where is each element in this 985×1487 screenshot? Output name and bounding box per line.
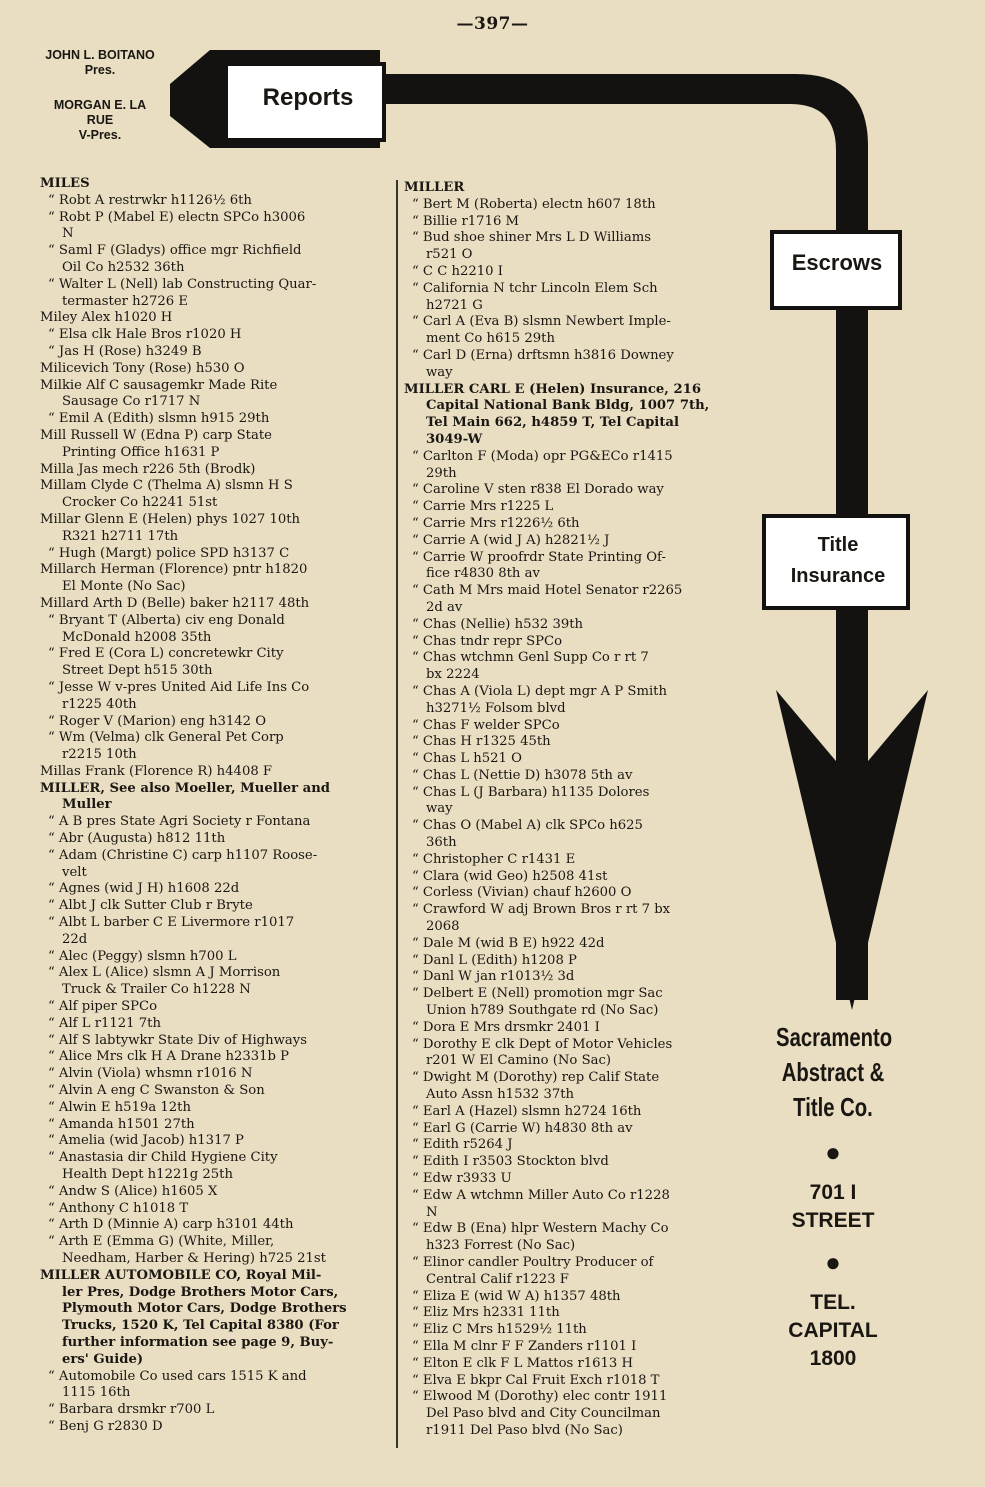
entry-continuation-line: ment Co h615 29th — [426, 331, 555, 347]
directory-entry — [40, 1083, 386, 1100]
directory-entry — [404, 1289, 756, 1306]
directory-entry — [404, 281, 756, 315]
entry-line: “ Chas A (Viola L) dept mgr A P Smith — [412, 683, 667, 699]
entry-line: “ Danl W jan r1013½ 3d — [412, 969, 575, 985]
entry-line: “ Edw B (Ena) hlpr Western Machy Co — [412, 1221, 669, 1237]
directory-entry — [40, 562, 386, 596]
entry-line: “ Alvin A eng C Swanston & Son — [48, 1083, 265, 1099]
directory-entry — [404, 499, 756, 516]
entry-line: Milla Jas mech r226 5th (Brodk) — [40, 461, 256, 477]
bullet-icon: ● — [825, 1137, 841, 1167]
entry-line: “ Chas L (J Barbara) h1135 Dolores — [412, 784, 650, 800]
directory-entry — [404, 1070, 756, 1104]
directory-entry — [404, 1305, 756, 1322]
escrows-label: Escrows — [791, 250, 883, 275]
column-divider — [396, 180, 398, 1448]
entry-continuation-line: Central Calif r1223 F — [426, 1271, 569, 1287]
entry-line: “ Carrie Mrs r1226½ 6th — [412, 515, 580, 531]
directory-entry — [40, 915, 386, 949]
entry-line: “ Alwin E h519a 12th — [48, 1099, 191, 1115]
directory-entry — [404, 1121, 756, 1138]
entry-line: “ Albt L barber C E Livermore r1017 — [48, 915, 295, 931]
entry-line: Millard Arth D (Belle) baker h2117 48th — [40, 595, 310, 611]
entry-continuation-line: Truck & Trailer Co h1228 N — [62, 982, 251, 998]
directory-entry — [40, 714, 386, 731]
directory-entry — [404, 986, 756, 1020]
directory-entry — [40, 344, 386, 361]
page-number: —397— — [456, 14, 529, 34]
entry-line: “ Alice Mrs clk H A Drane h2331b P — [48, 1049, 290, 1065]
entry-line: “ Edw r3933 U — [412, 1171, 512, 1187]
entry-line: Miley Alex h1020 H — [40, 310, 173, 326]
directory-entry — [404, 197, 756, 214]
entry-line: “ Dorothy E clk Dept of Motor Vehicles — [412, 1036, 673, 1052]
entry-line: MILLER, See also Moeller, Mueller and — [40, 780, 331, 796]
directory-entry — [404, 718, 756, 735]
right-entry-list — [404, 197, 756, 1440]
entry-line: “ Automobile Co used cars 1515 K and — [48, 1368, 307, 1384]
entry-line: “ Billie r1716 M — [412, 213, 520, 229]
directory-entry — [40, 1016, 386, 1033]
entry-line: “ Barbara drsmkr r700 L — [48, 1402, 215, 1418]
entry-line: “ Earl G (Carrie W) h4830 8th av — [412, 1120, 633, 1136]
entry-line: “ Elwood M (Dorothy) elec contr 1911 — [412, 1389, 668, 1405]
entry-continuation-line: ler Pres, Dodge Brothers Motor Cars, — [62, 1284, 339, 1300]
entry-line: “ Abr (Augusta) h812 11th — [48, 831, 226, 847]
entry-continuation-line: termaster h2726 E — [62, 293, 189, 309]
entry-line: “ California N tchr Lincoln Elem Sch — [412, 280, 658, 296]
directory-entry — [404, 550, 756, 584]
entry-line: “ Caroline V sten r838 El Dorado way — [412, 482, 664, 498]
entry-line: “ Carl D (Erna) drftsmn h3816 Downey — [412, 347, 674, 363]
directory-entry — [40, 596, 386, 613]
entry-line: “ Chas O (Mabel A) clk SPCo h625 — [412, 818, 643, 834]
entry-line: “ Walter L (Nell) lab Constructing Quar- — [48, 276, 317, 292]
entry-line: “ Bud shoe shiner Mrs L D Williams — [412, 230, 652, 246]
entry-line: “ Alvin (Viola) whsmn r1016 N — [48, 1066, 253, 1082]
directory-entry — [40, 1217, 386, 1234]
directory-entry — [404, 1373, 756, 1390]
directory-entry — [40, 243, 386, 277]
entry-line: “ Chas L (Nettie D) h3078 5th av — [412, 767, 633, 783]
entry-continuation-line: 1115 16th — [62, 1385, 131, 1401]
entry-line: “ Carrie A (wid J A) h2821½ J — [412, 532, 610, 548]
directory-entry — [404, 785, 756, 819]
entry-line: Milicevich Tony (Rose) h530 O — [40, 360, 245, 376]
company-name-line2: Abstract & — [781, 1057, 885, 1087]
entry-line: “ Chas L h521 O — [412, 751, 522, 767]
entry-continuation-line: r1225 40th — [62, 696, 137, 712]
entry-line: “ Edith r5264 J — [412, 1137, 513, 1153]
directory-entry — [40, 1117, 386, 1134]
directory-entry — [404, 936, 756, 953]
entry-line: “ Cath M Mrs maid Hotel Senator r2265 — [412, 583, 683, 599]
title-label-line1: Title — [817, 534, 859, 556]
right-directory-column — [404, 180, 756, 1440]
directory-entry — [404, 230, 756, 264]
entry-line: “ Agnes (wid J H) h1608 22d — [48, 881, 240, 897]
entry-continuation-line: McDonald h2008 35th — [62, 629, 212, 645]
entry-continuation-line: h2721 G — [426, 297, 483, 313]
entry-line: “ Jesse W v-pres United Aid Life Ins Co — [48, 679, 310, 695]
entry-continuation-line: N — [426, 1204, 438, 1220]
entry-line: MILLER AUTOMOBILE CO, Royal Mil- — [40, 1267, 322, 1283]
directory-entry — [404, 516, 756, 533]
directory-entry — [40, 898, 386, 915]
entry-line: “ Alf L r1121 7th — [48, 1015, 161, 1031]
directory-entry — [404, 953, 756, 970]
entry-line: “ Arth E (Emma G) (White, Miller, — [48, 1234, 275, 1250]
address-line1: 701 I — [809, 1181, 857, 1204]
directory-entry — [40, 1402, 386, 1419]
directory-entry — [404, 1356, 756, 1373]
directory-entry — [40, 546, 386, 563]
directory-entry — [40, 1049, 386, 1066]
entry-continuation-line: Capital National Bank Bldg, 1007 7th, — [426, 398, 710, 414]
entry-continuation-line: r1911 Del Paso blvd (No Sac) — [426, 1422, 623, 1438]
directory-entry — [404, 1221, 756, 1255]
directory-entry — [404, 1020, 756, 1037]
directory-entry — [40, 327, 386, 344]
entry-line: “ Alf piper SPCo — [48, 999, 158, 1015]
entry-line: “ Fred E (Cora L) concretewkr City — [48, 646, 284, 662]
entry-continuation-line: h3271½ Folsom blvd — [426, 700, 566, 716]
directory-entry — [40, 1201, 386, 1218]
directory-entry — [40, 210, 386, 244]
entry-continuation-line: Needham, Harber & Hering) h725 21st — [62, 1251, 326, 1266]
entry-line: “ Benj G r2830 D — [48, 1418, 163, 1434]
directory-entry — [40, 680, 386, 714]
entry-continuation-line: Health Dept h1221g 25th — [62, 1167, 233, 1183]
entry-line: “ Roger V (Marion) eng h3142 O — [48, 713, 267, 729]
entry-line: “ Robt A restrwkr h1126½ 6th — [48, 192, 252, 208]
directory-entry — [404, 1154, 756, 1171]
entry-continuation-line: r2215 10th — [62, 747, 137, 763]
entry-line: “ Clara (wid Geo) h2508 41st — [412, 868, 608, 884]
entry-line: “ Anthony C h1018 T — [48, 1200, 189, 1216]
entry-line: “ Earl A (Hazel) slsmn h2724 16th — [412, 1103, 642, 1119]
reports-label: Reports — [262, 84, 354, 111]
company-name-line1: Sacramento — [776, 1022, 893, 1052]
entry-line: “ Elton E clk F L Mattos r1613 H — [412, 1355, 634, 1371]
directory-entry — [40, 378, 386, 412]
entry-line: “ Amelia (wid Jacob) h1317 P — [48, 1133, 244, 1149]
directory-entry — [404, 449, 756, 483]
directory-entry — [404, 768, 756, 785]
directory-entry — [40, 881, 386, 898]
entry-line: “ Arth D (Minnie A) carp h3101 44th — [48, 1217, 294, 1233]
entry-continuation-line: Street Dept h515 30th — [62, 663, 213, 679]
directory-entry — [404, 1104, 756, 1121]
column-heading: MILLER — [404, 180, 465, 195]
entry-continuation-line: Tel Main 662, h4859 T, Tel Capital — [426, 415, 679, 431]
entry-continuation-line: 36th — [426, 835, 457, 851]
phone-line3: 1800 — [809, 1347, 857, 1370]
entry-line: Millarch Herman (Florence) pntr h1820 — [40, 562, 308, 578]
directory-entry — [404, 1037, 756, 1071]
entry-line: “ Chas F welder SPCo — [412, 717, 560, 733]
directory-entry — [404, 869, 756, 886]
directory-entry — [404, 533, 756, 550]
entry-continuation-line: El Monte (No Sac) — [62, 579, 186, 595]
directory-entry — [404, 1339, 756, 1356]
entry-line: MILLER CARL E (Helen) Insurance, 216 — [404, 381, 701, 397]
directory-entry — [404, 734, 756, 751]
entry-line: “ Eliz C Mrs h1529½ 11th — [412, 1322, 587, 1338]
directory-entry — [40, 1150, 386, 1184]
left-directory-column — [40, 176, 386, 1436]
entry-line: “ Dora E Mrs drsmkr 2401 I — [412, 1019, 600, 1035]
entry-line: “ Chas (Nellie) h532 39th — [412, 616, 584, 632]
directory-entry — [404, 650, 756, 684]
president-name: JOHN L. BOITANO — [45, 48, 155, 62]
entry-line: “ Corless (Vivian) chauf h2600 O — [412, 885, 632, 901]
directory-entry — [40, 1033, 386, 1050]
entry-continuation-line: way — [426, 801, 453, 817]
directory-entry — [404, 1255, 756, 1289]
directory-entry — [404, 885, 756, 902]
entry-line: “ Elinor candler Poultry Producer of — [412, 1255, 654, 1270]
entry-continuation-line: way — [426, 364, 453, 380]
entry-line: “ Bryant T (Alberta) civ eng Donald — [48, 612, 285, 628]
directory-entry — [404, 818, 756, 852]
entry-continuation-line: bx 2224 — [426, 667, 480, 683]
directory-entry — [40, 1268, 386, 1369]
entry-line: “ Chas tndr repr SPCo — [412, 633, 563, 649]
entry-continuation-line: R321 h2711 17th — [62, 528, 179, 544]
directory-entry — [40, 478, 386, 512]
president-title: Pres. — [84, 63, 116, 77]
entry-continuation-line: further information see page 9, Buy- — [62, 1334, 334, 1350]
entry-line: “ Dale M (wid B E) h922 42d — [412, 935, 605, 951]
directory-entry — [404, 902, 756, 936]
entry-continuation-line: Sausage Co r1717 N — [62, 394, 201, 410]
entry-line: “ Danl L (Edith) h1208 P — [412, 952, 577, 968]
entry-line: “ Eliz Mrs h2331 11th — [412, 1305, 560, 1321]
entry-line: “ Chas H r1325 45th — [412, 734, 551, 750]
directory-entry — [40, 781, 386, 815]
directory-entry — [40, 764, 386, 781]
directory-entry — [404, 684, 756, 718]
vice-president-name: MORGAN E. LA RUE — [53, 98, 147, 127]
phone-line1: TEL. — [810, 1291, 856, 1314]
directory-entry — [40, 277, 386, 311]
entry-continuation-line: Trucks, 1520 K, Tel Capital 8380 (For — [62, 1318, 339, 1334]
entry-continuation-line: ers' Guide) — [62, 1351, 144, 1367]
entry-line: “ Delbert E (Nell) promotion mgr Sac — [412, 986, 663, 1002]
directory-entry — [40, 361, 386, 378]
directory-entry — [40, 411, 386, 428]
entry-line: “ Chas wtchmn Genl Supp Co r rt 7 — [412, 650, 649, 666]
directory-entry — [40, 193, 386, 210]
column-heading: MILES — [40, 176, 90, 191]
entry-line: “ Christopher C r1431 E — [412, 851, 576, 867]
directory-entry — [404, 482, 756, 499]
entry-continuation-line: fice r4830 8th av — [426, 566, 540, 582]
entry-continuation-line: 29th — [426, 465, 457, 481]
vice-president-title: V-Pres. — [78, 128, 122, 142]
entry-line: “ Bert M (Roberta) electn h607 18th — [412, 196, 656, 212]
directory-entry — [404, 1322, 756, 1339]
company-advertisement — [760, 1020, 906, 1373]
directory-entry — [40, 462, 386, 479]
directory-entry — [404, 634, 756, 651]
entry-line: “ Elva E bkpr Cal Fruit Exch r1018 T — [412, 1372, 660, 1388]
entry-line: Millar Glenn E (Helen) phys 1027 10th — [40, 511, 301, 527]
directory-entry — [40, 512, 386, 546]
directory-entry — [40, 848, 386, 882]
entry-continuation-line: N — [62, 226, 74, 242]
directory-entry — [404, 348, 756, 382]
entry-continuation-line: r201 W El Camino (No Sac) — [426, 1053, 611, 1069]
entry-line: “ Carl A (Eva B) slsmn Newbert Imple- — [412, 314, 671, 330]
left-entry-list — [40, 193, 386, 1436]
entry-line: “ Alf S labtywkr State Div of Highways — [48, 1032, 307, 1048]
title-label-line2: Insurance — [790, 565, 886, 587]
directory-entry — [40, 1066, 386, 1083]
entry-line: “ Emil A (Edith) slsmn h915 29th — [48, 411, 270, 427]
entry-line: “ Saml F (Gladys) office mgr Richfield — [48, 243, 302, 259]
title-insurance-label — [770, 530, 906, 592]
bullet-icon: ● — [825, 1247, 841, 1277]
entry-line: Millas Frank (Florence R) h4408 F — [40, 763, 273, 779]
entry-continuation-line: velt — [62, 864, 87, 880]
entry-line: Milkie Alf C sausagemkr Made Rite — [40, 377, 278, 393]
entry-line: “ Dwight M (Dorothy) rep Calif State — [412, 1070, 660, 1086]
entry-line: “ Ella M clnr F F Zanders r1101 I — [412, 1338, 637, 1354]
entry-continuation-line: 22d — [62, 931, 88, 947]
directory-entry — [40, 1133, 386, 1150]
entry-line: Millam Clyde C (Thelma A) slsmn H S — [40, 478, 293, 494]
directory-entry — [40, 949, 386, 966]
directory-entry — [404, 1137, 756, 1154]
entry-line: “ Albt J clk Sutter Club r Bryte — [48, 898, 253, 914]
directory-entry — [404, 1389, 756, 1439]
entry-line: “ Edw A wtchmn Miller Auto Co r1228 — [412, 1187, 670, 1203]
entry-line: “ Robt P (Mabel E) electn SPCo h3006 — [48, 209, 306, 225]
directory-entry — [40, 1419, 386, 1436]
entry-line: “ Alec (Peggy) slsmn h700 L — [48, 948, 237, 964]
directory-entry — [40, 1234, 386, 1268]
entry-continuation-line: Union h789 Southgate rd (No Sac) — [426, 1003, 659, 1019]
entry-line: “ Carrie W proofrdr State Printing Of- — [412, 549, 666, 565]
address-line2: STREET — [791, 1209, 875, 1232]
directory-entry — [404, 214, 756, 231]
entry-line: “ Crawford W adj Brown Bros r rt 7 bx — [412, 902, 671, 918]
entry-continuation-line: Crocker Co h2241 51st — [62, 495, 218, 511]
directory-entry — [40, 646, 386, 680]
entry-line: “ Eliza E (wid W A) h1357 48th — [412, 1288, 621, 1304]
directory-entry — [40, 310, 386, 327]
phone-line2: CAPITAL — [788, 1319, 878, 1342]
directory-entry — [40, 814, 386, 831]
entry-line: “ Adam (Christine C) carp h1107 Roose- — [48, 847, 318, 863]
entry-line: “ Alex L (Alice) slsmn A J Morrison — [48, 965, 281, 981]
entry-continuation-line: Oil Co h2532 36th — [62, 259, 185, 275]
entry-line: “ Edith I r3503 Stockton blvd — [412, 1154, 609, 1170]
entry-line: “ Elsa clk Hale Bros r1020 H — [48, 327, 242, 343]
directory-entry — [40, 428, 386, 462]
entry-continuation-line: 3049-W — [426, 431, 483, 447]
entry-continuation-line: 2068 — [426, 919, 460, 935]
directory-entry — [40, 1100, 386, 1117]
entry-line: “ Anastasia dir Child Hygiene City — [48, 1150, 278, 1166]
entry-continuation-line: Printing Office h1631 P — [62, 444, 220, 460]
directory-entry — [404, 382, 756, 449]
entry-line: “ Carlton F (Moda) opr PG&ECo r1415 — [412, 448, 673, 464]
entry-line: “ C C h2210 I — [412, 263, 503, 279]
directory-entry — [404, 264, 756, 281]
entry-continuation-line: Del Paso blvd and City Councilman — [426, 1406, 661, 1422]
directory-entry — [404, 314, 756, 348]
entry-continuation-line: Plymouth Motor Cars, Dodge Brothers — [62, 1301, 347, 1317]
directory-entry — [40, 831, 386, 848]
directory-entry — [404, 751, 756, 768]
entry-line: “ A B pres State Agri Society r Fontana — [48, 814, 311, 830]
directory-entry — [404, 1188, 756, 1222]
directory-entry — [40, 613, 386, 647]
directory-entry — [40, 730, 386, 764]
directory-entry — [40, 1369, 386, 1403]
company-name-line3: Title Co. — [793, 1092, 873, 1122]
entry-line: “ Carrie Mrs r1225 L — [412, 499, 554, 515]
directory-entry — [404, 852, 756, 869]
directory-entry — [404, 1171, 756, 1188]
entry-line: “ Andw S (Alice) h1605 X — [48, 1183, 218, 1199]
entry-line: “ Jas H (Rose) h3249 B — [48, 343, 202, 359]
entry-line: “ Wm (Velma) clk General Pet Corp — [48, 730, 284, 746]
directory-entry — [404, 583, 756, 617]
directory-entry — [40, 965, 386, 999]
entry-continuation-line: 2d av — [426, 599, 463, 615]
directory-entry — [40, 999, 386, 1016]
entry-continuation-line: r521 O — [426, 247, 473, 263]
entry-continuation-line: Auto Assn h1532 37th — [426, 1087, 575, 1103]
directory-entry — [40, 1184, 386, 1201]
directory-entry — [404, 969, 756, 986]
entry-line: “ Amanda h1501 27th — [48, 1116, 195, 1132]
entry-continuation-line: h323 Forrest (No Sac) — [426, 1238, 576, 1254]
directory-entry — [404, 617, 756, 634]
entry-continuation-line: Muller — [62, 797, 112, 813]
entry-line: “ Hugh (Margt) police SPD h3137 C — [48, 545, 290, 561]
entry-line: Mill Russell W (Edna P) carp State — [40, 427, 272, 443]
